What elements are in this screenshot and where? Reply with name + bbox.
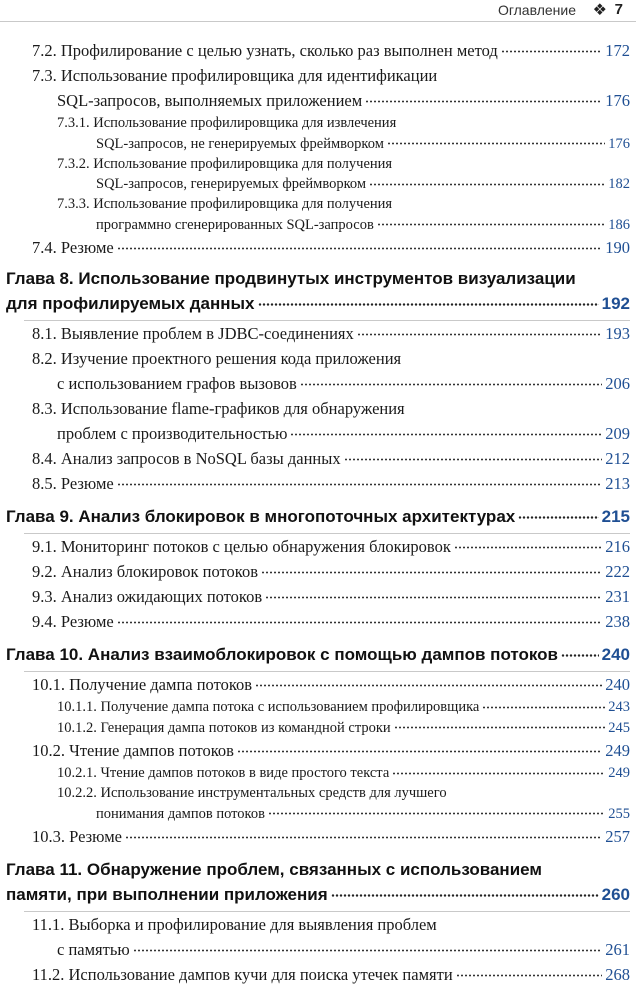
dot-leader xyxy=(125,825,602,842)
toc-entry-7-4[interactable] xyxy=(0,235,636,260)
toc-entry-10-2[interactable] xyxy=(0,738,636,763)
page-number: 7 xyxy=(614,1,623,18)
dot-leader xyxy=(518,505,598,522)
toc-entry-9-4[interactable] xyxy=(0,609,636,634)
running-header-title: Оглавление xyxy=(497,2,576,18)
toc-entry-title: 7.4. Резюме xyxy=(32,237,114,257)
toc-page-link[interactable]: 212 xyxy=(605,448,630,468)
running-header xyxy=(0,0,636,22)
toc-entry-10-2-1[interactable] xyxy=(0,763,636,784)
toc-page-link[interactable]: 249 xyxy=(605,740,630,760)
toc-page-link[interactable]: 240 xyxy=(601,644,630,664)
toc-entry-title: 10.1.2. Генерация дампа потоков из командной строки xyxy=(57,719,391,736)
dot-leader xyxy=(357,322,603,339)
toc-entry-title: 8.4. Анализ запросов в NoSQL базы данных xyxy=(32,448,341,468)
toc-entry-title: 10.1. Получение дампа потоков xyxy=(32,674,253,694)
chapter-title: Глава 10. Анализ взаимоблокировок с помощью дампов потоков xyxy=(6,644,559,664)
toc-entry-title: 7.3. Использование профилировщика для идентификации xyxy=(32,66,438,85)
dot-leader xyxy=(501,40,603,57)
toc-entry-title: 10.2.2. Использование инструментальных средств для лучшего xyxy=(57,785,447,801)
dot-leader xyxy=(117,236,602,253)
toc-chapter-10[interactable] xyxy=(0,642,636,667)
toc-entry-title-continued: с памятью xyxy=(57,939,130,959)
dot-leader xyxy=(117,472,602,489)
toc-page-link[interactable]: 260 xyxy=(601,884,630,904)
toc-entry-title: 8.5. Резюме xyxy=(32,473,114,493)
dot-leader xyxy=(365,90,602,107)
toc-page-link[interactable]: 192 xyxy=(601,293,630,313)
toc-entry-title: 10.1.1. Получение дампа потока с использованием профилировщика xyxy=(57,699,480,715)
toc-page-link[interactable]: 257 xyxy=(605,826,630,846)
dot-leader xyxy=(561,643,599,660)
toc-entry-title: 10.3. Резюме xyxy=(32,826,123,846)
toc-entry-title: 10.2. Чтение дампов потоков xyxy=(32,740,234,760)
toc-page-link[interactable]: 261 xyxy=(605,939,630,959)
toc-page-link[interactable]: 222 xyxy=(605,561,630,581)
toc-page-link[interactable]: 245 xyxy=(608,719,630,736)
toc-entry-7-3[interactable] xyxy=(0,63,636,113)
toc-chapter-9[interactable] xyxy=(0,504,636,529)
dot-leader xyxy=(482,697,605,712)
dot-leader xyxy=(377,214,605,229)
dot-leader xyxy=(265,585,602,602)
toc-entry-title: 9.4. Резюме xyxy=(32,611,114,631)
toc-entry-8-4[interactable] xyxy=(0,446,636,471)
chapter-title-continued: для профилируемых данных xyxy=(6,293,255,313)
toc-chapter-8[interactable] xyxy=(0,266,636,316)
header-rule xyxy=(0,21,636,22)
toc-page-link[interactable]: 240 xyxy=(605,674,630,694)
toc-entry-11-1[interactable] xyxy=(0,912,636,962)
dot-leader xyxy=(331,883,599,900)
toc-entry-11-2[interactable] xyxy=(0,962,636,987)
toc-entry-title-continued: с использованием графов вызовов xyxy=(57,373,297,393)
table-of-contents xyxy=(0,38,636,987)
dot-leader xyxy=(369,174,605,189)
dot-leader xyxy=(237,739,602,756)
dot-leader xyxy=(268,803,605,818)
toc-page-link[interactable]: 216 xyxy=(605,536,630,556)
toc-entry-10-3[interactable] xyxy=(0,824,636,849)
toc-page-link[interactable]: 182 xyxy=(608,176,630,192)
toc-entry-title: 10.2.1. Чтение дампов потоков в виде простого текста xyxy=(57,765,390,781)
dot-leader xyxy=(344,447,603,464)
toc-entry-title-continued: SQL-запросов, выполняемых приложением xyxy=(57,91,363,110)
toc-page-link[interactable]: 190 xyxy=(605,237,630,257)
dot-leader xyxy=(117,610,602,627)
dot-leader xyxy=(300,372,602,389)
dot-leader xyxy=(258,292,599,309)
toc-entry-title: 11.1. Выборка и профилирование для выявления проблем xyxy=(32,914,437,934)
chapter-title-continued: памяти, при выполнении приложения xyxy=(6,884,328,904)
toc-entry-title: 9.3. Анализ ожидающих потоков xyxy=(32,586,263,606)
toc-entry-title: 8.2. Изучение проектного решения кода приложения xyxy=(32,348,402,368)
toc-entry-7-2[interactable] xyxy=(0,38,636,63)
toc-entry-9-2[interactable] xyxy=(0,559,636,584)
dot-leader xyxy=(255,673,602,690)
toc-entry-7-3-1[interactable] xyxy=(0,113,636,154)
toc-entry-title: 7.3.2. Использование профилировщика для получения xyxy=(57,155,393,172)
toc-page-link[interactable]: 213 xyxy=(605,473,630,493)
dot-leader xyxy=(261,560,602,577)
chapter-title: Глава 11. Обнаружение проблем, связанных с использованием xyxy=(6,859,542,879)
toc-chapter-11[interactable] xyxy=(0,857,636,907)
toc-entry-9-1[interactable] xyxy=(0,534,636,559)
toc-entry-title-continued: SQL-запросов, генерируемых фреймворком xyxy=(96,176,367,192)
toc-entry-8-5[interactable] xyxy=(0,471,636,496)
toc-entry-title: 8.3. Использование flame-графиков для обнаружения xyxy=(32,398,405,418)
dot-leader xyxy=(394,717,606,732)
toc-page-link[interactable]: 249 xyxy=(608,765,630,781)
toc-entry-8-2[interactable] xyxy=(0,346,636,396)
toc-entry-7-3-2[interactable] xyxy=(0,154,636,195)
toc-entry-title: 7.3.3. Использование профилировщика для получения xyxy=(57,196,393,212)
toc-entry-title: 9.1. Мониторинг потоков с целью обнаружения блокировок xyxy=(32,536,451,556)
chapter-title: Глава 9. Анализ блокировок в многопоточных архитектурах xyxy=(6,506,516,526)
dot-leader xyxy=(387,133,605,148)
toc-entry-8-3[interactable] xyxy=(0,396,636,446)
toc-page-link[interactable]: 231 xyxy=(605,586,630,606)
toc-entry-title: 9.2. Анализ блокировок потоков xyxy=(32,561,259,581)
dot-leader xyxy=(454,535,602,552)
toc-entry-title-continued: проблем с производительностью xyxy=(57,423,288,443)
toc-page-link[interactable]: 255 xyxy=(608,805,630,822)
toc-page-link[interactable]: 176 xyxy=(608,135,630,152)
toc-entry-8-1[interactable] xyxy=(0,321,636,346)
dot-leader xyxy=(290,422,602,439)
toc-page-link[interactable]: 186 xyxy=(608,216,630,233)
chapter-title: Глава 8. Использование продвинутых инструментов визуализации xyxy=(6,268,576,288)
diamond-ornament-icon: ❖ xyxy=(592,2,607,19)
toc-entry-title: 8.1. Выявление проблем в JDBC-соединениях xyxy=(32,323,354,343)
toc-entry-title-continued: программно сгенерированных SQL-запросов xyxy=(96,216,374,233)
toc-entry-10-1-2[interactable] xyxy=(0,717,636,738)
toc-entry-title-continued: SQL-запросов, не генерируемых фреймворком xyxy=(96,135,384,152)
toc-page-link[interactable]: 243 xyxy=(608,699,630,715)
dot-leader xyxy=(456,963,603,980)
toc-page-link[interactable]: 172 xyxy=(605,41,630,60)
dot-leader xyxy=(392,763,605,778)
toc-entry-title-continued: понимания дампов потоков xyxy=(96,805,265,822)
toc-entry-10-1[interactable] xyxy=(0,672,636,697)
toc-page-link[interactable]: 215 xyxy=(601,506,630,526)
toc-entry-7-3-3[interactable] xyxy=(0,194,636,235)
toc-entry-title: 7.2. Профилирование с целью узнать, сколько раз выполнен метод xyxy=(32,41,498,60)
toc-entry-9-3[interactable] xyxy=(0,584,636,609)
toc-page-link[interactable]: 238 xyxy=(605,611,630,631)
toc-entry-title: 7.3.1. Использование профилировщика для извлечения xyxy=(57,115,397,131)
toc-entry-title: 11.2. Использование дампов кучи для поиска утечек памяти xyxy=(32,964,453,984)
toc-entry-10-1-1[interactable] xyxy=(0,697,636,718)
toc-entry-10-2-2[interactable] xyxy=(0,783,636,824)
toc-page-link[interactable]: 193 xyxy=(605,323,630,343)
toc-page-link[interactable]: 268 xyxy=(605,964,630,984)
toc-page-link[interactable]: 209 xyxy=(605,423,630,443)
toc-page-link[interactable]: 206 xyxy=(605,373,630,393)
toc-page-link[interactable]: 176 xyxy=(605,91,630,110)
dot-leader xyxy=(133,938,603,955)
